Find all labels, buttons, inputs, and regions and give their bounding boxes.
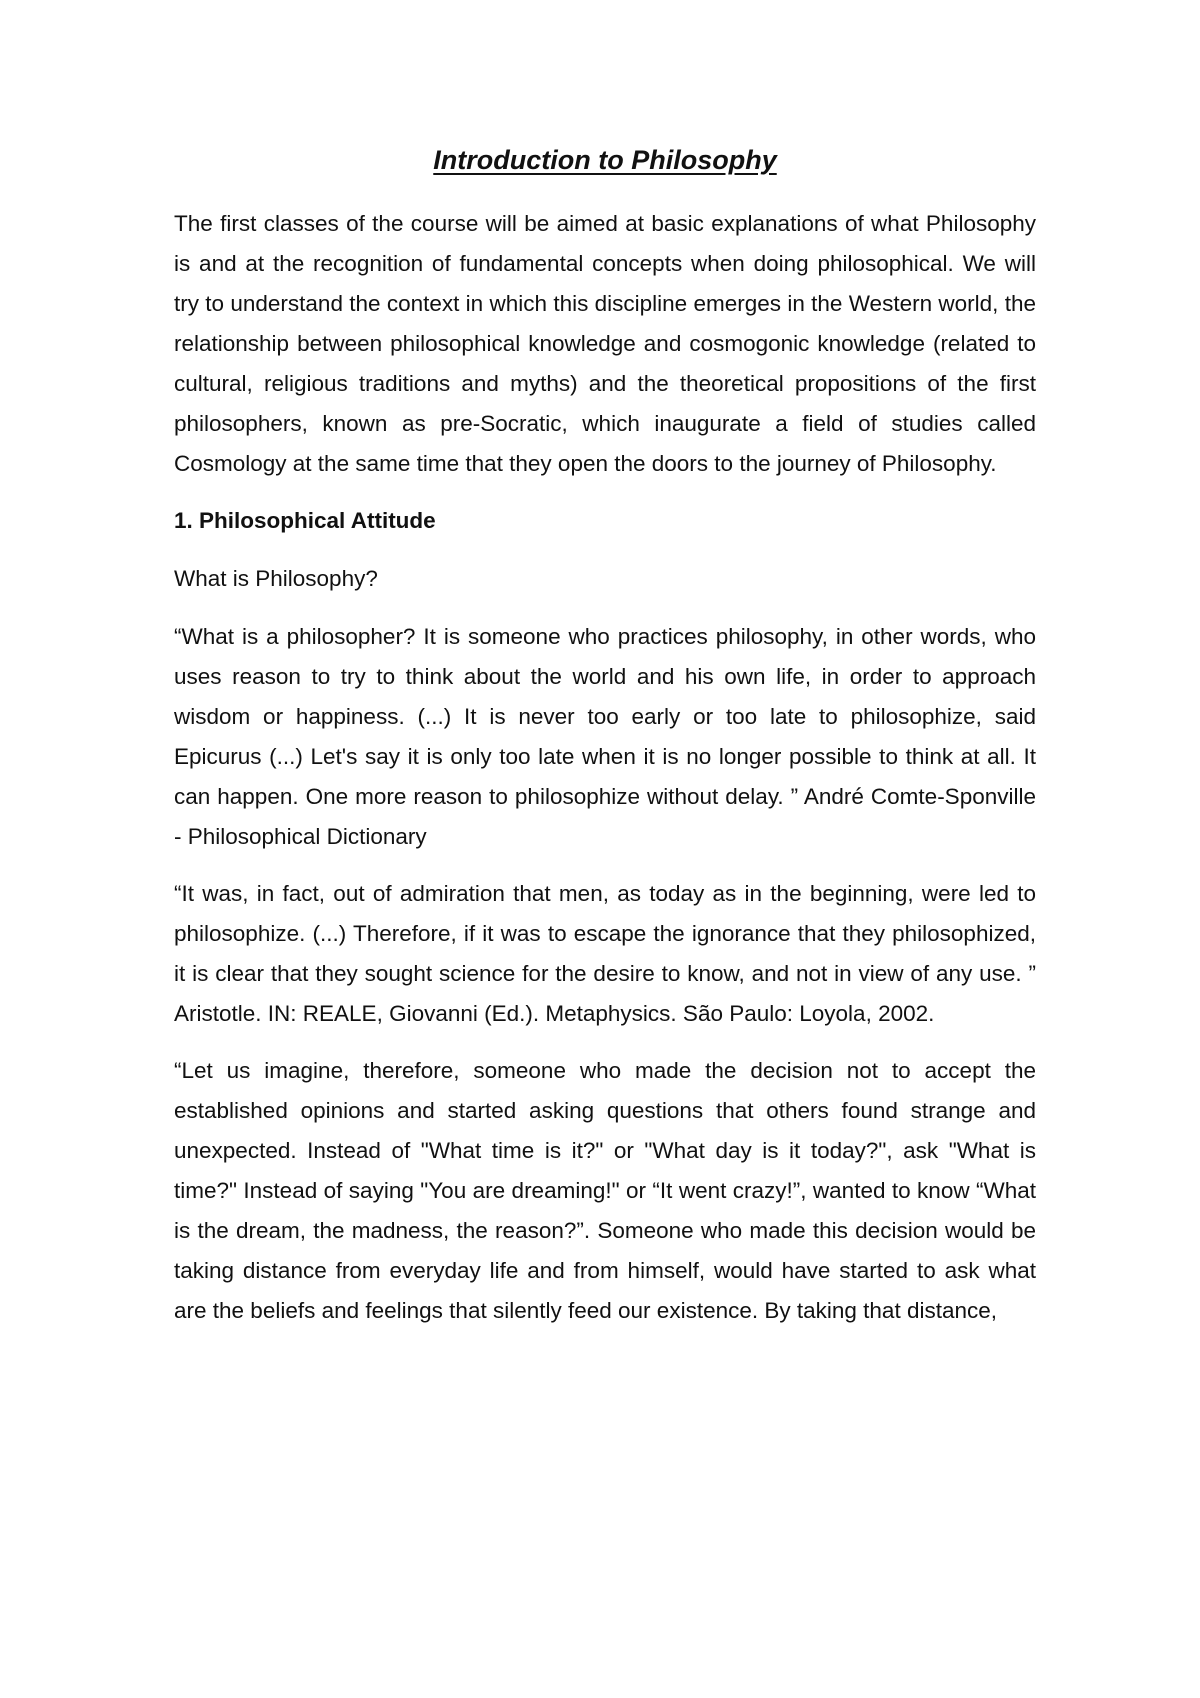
document-page — [174, 140, 1036, 1348]
intro-paragraph: The first classes of the course will be aimed at basic explanations of what Philosophy is and at the recognition of fundamental concepts when doing philosophical. We will try to understand the context in which this discipline emerges in the Western world, the relationship between philosophical knowledge and cosmogonic knowledge (related to cultural, religious traditions and myths) and the theoretical propositions of the first philosophers, known as pre-Socratic, which inaugurate a field of studies called Cosmology at the same time that they open the doors to the journey of Philosophy. — [174, 211, 1036, 476]
quote-paragraph-1: “What is a philosopher? It is someone who practices philosophy, in other words, who uses reason to try to think about the world and his own life, in order to approach wisdom or happiness. (...) It is never too early or too late to philosophize, said Epicurus (...) Let's say it is only too late when it is no longer possible to think at all. It can happen. One more reason to philosophize without delay. ” André Comte-Sponville - Philosophical Dictionary — [174, 624, 1036, 849]
question-line: What is Philosophy? — [174, 566, 378, 591]
quote-paragraph-3: “Let us imagine, therefore, someone who made the decision not to accept the established opinions and started asking questions that others found strange and unexpected. Instead of "What time is it?" or "What day is it today?", ask "What is time?" Instead of saying "You are dreaming!" or “It went crazy!”, wanted to know “What is the dream, the madness, the reason?”. Someone who made this decision would be taking distance from everyday life and from himself, would have started to ask what are the beliefs and feelings that silently feed our existence. By taking that distance, — [174, 1058, 1036, 1323]
document-title: Introduction to Philosophy — [433, 145, 777, 175]
quote-paragraph-2: “It was, in fact, out of admiration that men, as today as in the beginning, were led to philosophize. (...) Therefore, if it was to escape the ignorance that they philosophized, it is clear that they sought science for the desire to know, and not in view of any use. ” Aristotle. IN: REALE, Giovanni (Ed.). Metaphysics. São Paulo: Loyola, 2002. — [174, 881, 1036, 1026]
section-heading: 1. Philosophical Attitude — [174, 508, 436, 533]
